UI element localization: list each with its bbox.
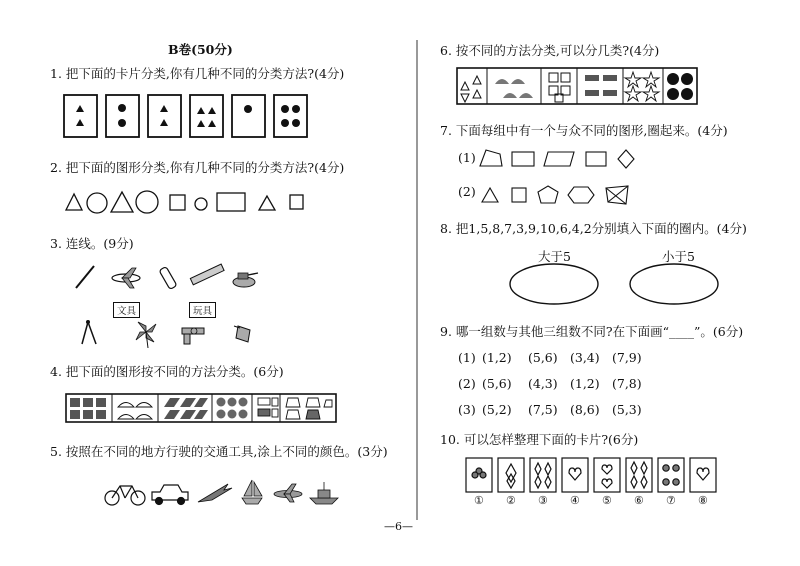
card-6 [626,458,652,492]
shape-large-circle [136,191,158,213]
question-1: 1. 把下面的卡片分类,你有几种不同的分类方法?(4分) [50,66,345,81]
q8-oval-left-label: 大于5 [538,249,571,264]
q8-oval-right-label: 小于5 [662,249,695,264]
q4-shape-groups [66,394,336,424]
shape-small-triangle [66,194,82,210]
q9-row-1-pair-2: (5,6) [528,350,558,365]
q9-row-2-index: (2) [458,376,476,391]
card-6 [274,95,307,137]
bicycle-icon [105,486,145,505]
card-number-5: ⑤ [602,494,612,507]
question-3: 3. 连线。(9分) [50,236,134,251]
q7-row-2-shapes [478,182,648,208]
q9-row-3-pair-1: (5,2) [482,402,512,417]
q9-row-1-pair-3: (3,4) [570,350,600,365]
question-2: 2. 把下面的图形分类,你有几种不同的分类方法?(4分) [50,160,345,175]
q2-shapes [64,190,324,218]
question-10: 10. 可以怎样整理下面的卡片?(6分) [440,432,639,447]
shape-small-square [290,195,303,209]
q9-row-3-pair-4: (5,3) [612,402,642,417]
card-number-6: ⑥ [634,494,644,507]
card-4 [190,95,223,137]
card-3 [148,95,181,137]
q9-row-3-pair-3: (8,6) [570,402,600,417]
label-toys: 玩具 [189,302,216,318]
card-number-7: ⑦ [666,494,676,507]
card-number-1: ① [474,494,484,507]
shape-rectangle [217,193,245,211]
q7-row-1-label: (1) [458,150,476,165]
shape-triangle-2 [259,196,275,210]
card-5 [232,95,265,137]
question-6: 6. 按不同的方法分类,可以分几类?(4分) [440,43,660,58]
car-icon [152,485,188,505]
card-1 [64,95,97,137]
card-5 [594,458,620,492]
q3-bottom-items [78,318,268,352]
q7-row-1-shapes [478,146,648,170]
question-9: 9. 哪一组数与其他三组数不同?在下面画“____”。(6分) [440,324,744,339]
compass-icon [82,320,96,344]
pinwheel-icon [136,322,156,348]
question-7: 7. 下面每组中有一个与众不同的图形,圈起来。(4分) [440,123,728,138]
oval-less-than-5 [630,264,718,304]
q9-row-2-pair-3: (1,2) [570,376,600,391]
shape-circle [87,193,107,213]
shape-triangle [111,192,133,212]
eraser-icon [159,266,177,289]
q9-row-2-pair-4: (7,8) [612,376,642,391]
q9-row-2-pair-1: (5,6) [482,376,512,391]
page-number: —6— [384,520,413,533]
section-title: B卷(50分) [168,42,233,57]
q9-row-1-pair-1: (1,2) [482,350,512,365]
q10-cards [466,458,726,494]
q9-row-1-index: (1) [458,350,476,365]
card-2 [106,95,139,137]
oval-greater-than-5 [510,264,598,304]
airplane-icon [274,484,302,502]
q9-row-3-pair-2: (7,5) [528,402,558,417]
shape-small-circle [195,198,207,210]
q1-card-row [64,95,364,139]
pencil-icon [76,266,94,288]
q3-top-items [72,262,272,296]
card-8 [690,458,716,492]
q9-row-1-pair-4: (7,9) [612,350,642,365]
card-3 [530,458,556,492]
q7-row-2-label: (2) [458,184,476,199]
boat-icon [310,482,338,504]
fighter-jet-icon [198,484,232,502]
pencil-sharpener-icon [234,326,250,342]
card-number-8: ⑧ [698,494,708,507]
ruler-icon [190,264,224,285]
card-number-4: ④ [570,494,580,507]
card-2 [498,458,524,492]
sailboat-icon [242,480,262,504]
q8-ovals [508,262,738,308]
question-8: 8. 把1,5,8,7,3,9,10,6,4,2分别填入下面的圈内。(4分) [440,221,747,236]
column-divider [416,40,420,520]
q9-row-2-pair-2: (4,3) [528,376,558,391]
q6-shape-groups [457,68,697,106]
airplane-icon [112,268,140,288]
question-5: 5. 按照在不同的地方行驶的交通工具,涂上不同的颜色。(3分) [50,444,388,459]
card-7 [658,458,684,492]
q5-vehicles [104,476,344,510]
question-4: 4. 把下面的图形按不同的方法分类。(6分) [50,364,284,379]
card-1 [466,458,492,492]
card-4 [562,458,588,492]
toy-gun-icon [182,328,204,344]
card-number-2: ② [506,494,516,507]
tank-toy-icon [233,273,258,287]
card-number-3: ③ [538,494,548,507]
label-stationery: 文具 [113,302,140,318]
shape-square [170,195,185,210]
q9-row-3-index: (3) [458,402,476,417]
